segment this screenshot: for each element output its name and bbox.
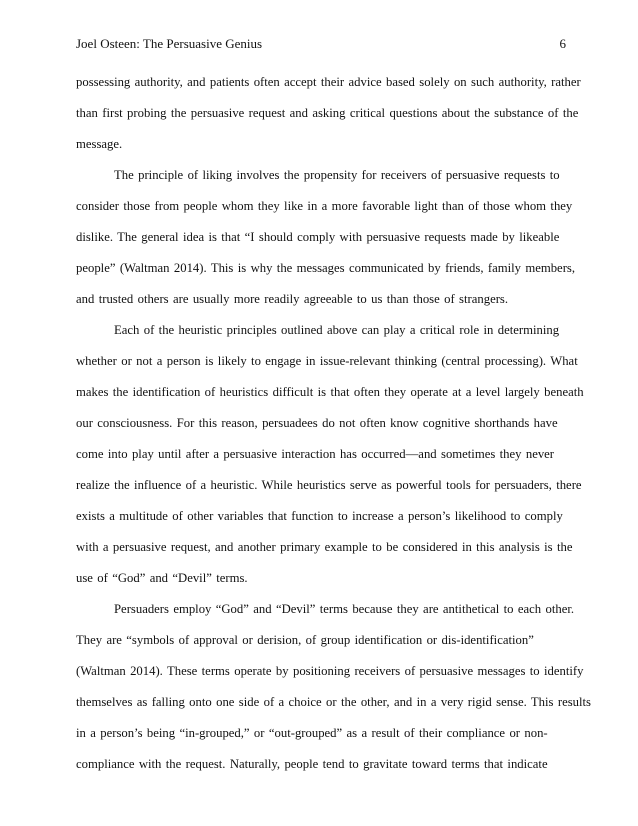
text-line: message. xyxy=(76,137,123,151)
text-line: They are “symbols of approval or derision, of group identification or dis-identification” xyxy=(76,633,534,647)
text-line: makes the identification of heuristics difficult is that often they operate at a level largely beneath xyxy=(76,385,584,399)
text-line: possessing authority, and patients often accept their advice based solely on such authority, rather xyxy=(76,75,581,89)
text-line: in a person’s being “in-grouped,” or “out-grouped” as a result of their compliance or non- xyxy=(76,726,548,740)
page-number: 6 xyxy=(559,36,566,51)
text-line: use of “God” and “Devil” terms. xyxy=(76,571,248,585)
text-line: with a persuasive request, and another primary example to be considered in this analysis is the xyxy=(76,540,573,554)
paragraph-first-line: Each of the heuristic principles outlined above can play a critical role in determining xyxy=(114,323,560,337)
text-line: exists a multitude of other variables that function to increase a person’s likelihood to comply xyxy=(76,509,563,523)
paragraph-first-line: The principle of liking involves the propensity for receivers of persuasive requests to xyxy=(114,168,560,182)
text-line: whether or not a person is likely to engage in issue-relevant thinking (central processing). What xyxy=(76,354,578,368)
text-line: than first probing the persuasive request and asking critical questions about the substance of the xyxy=(76,106,579,120)
paragraph-first-line: Persuaders employ “God” and “Devil” terms because they are antithetical to each other. xyxy=(114,602,575,616)
text-line: compliance with the request. Naturally, people tend to gravitate toward terms that indicate xyxy=(76,757,548,771)
text-line: themselves as falling onto one side of a choice or the other, and in a very rigid sense. This results xyxy=(76,695,591,709)
body-text xyxy=(76,67,591,780)
text-line: consider those from people whom they like in a more favorable light than of those whom they xyxy=(76,199,573,213)
text-line: people” (Waltman 2014). This is why the messages communicated by friends, family members, xyxy=(76,261,576,275)
text-line: come into play until after a persuasive interaction has occurred—and sometimes they never xyxy=(76,447,555,461)
text-line: realize the influence of a heuristic. While heuristics serve as powerful tools for persuaders, there xyxy=(76,478,582,492)
text-line: and trusted others are usually more readily agreeable to us than those of strangers. xyxy=(76,292,509,306)
text-line: our consciousness. For this reason, persuadees do not often know cognitive shorthands have xyxy=(76,416,558,430)
text-line: (Waltman 2014). These terms operate by positioning receivers of persuasive messages to identify xyxy=(76,664,584,678)
text-line: dislike. The general idea is that “I should comply with persuasive requests made by likeable xyxy=(76,230,560,244)
page-header xyxy=(76,34,566,54)
running-head: Joel Osteen: The Persuasive Genius xyxy=(76,36,263,51)
